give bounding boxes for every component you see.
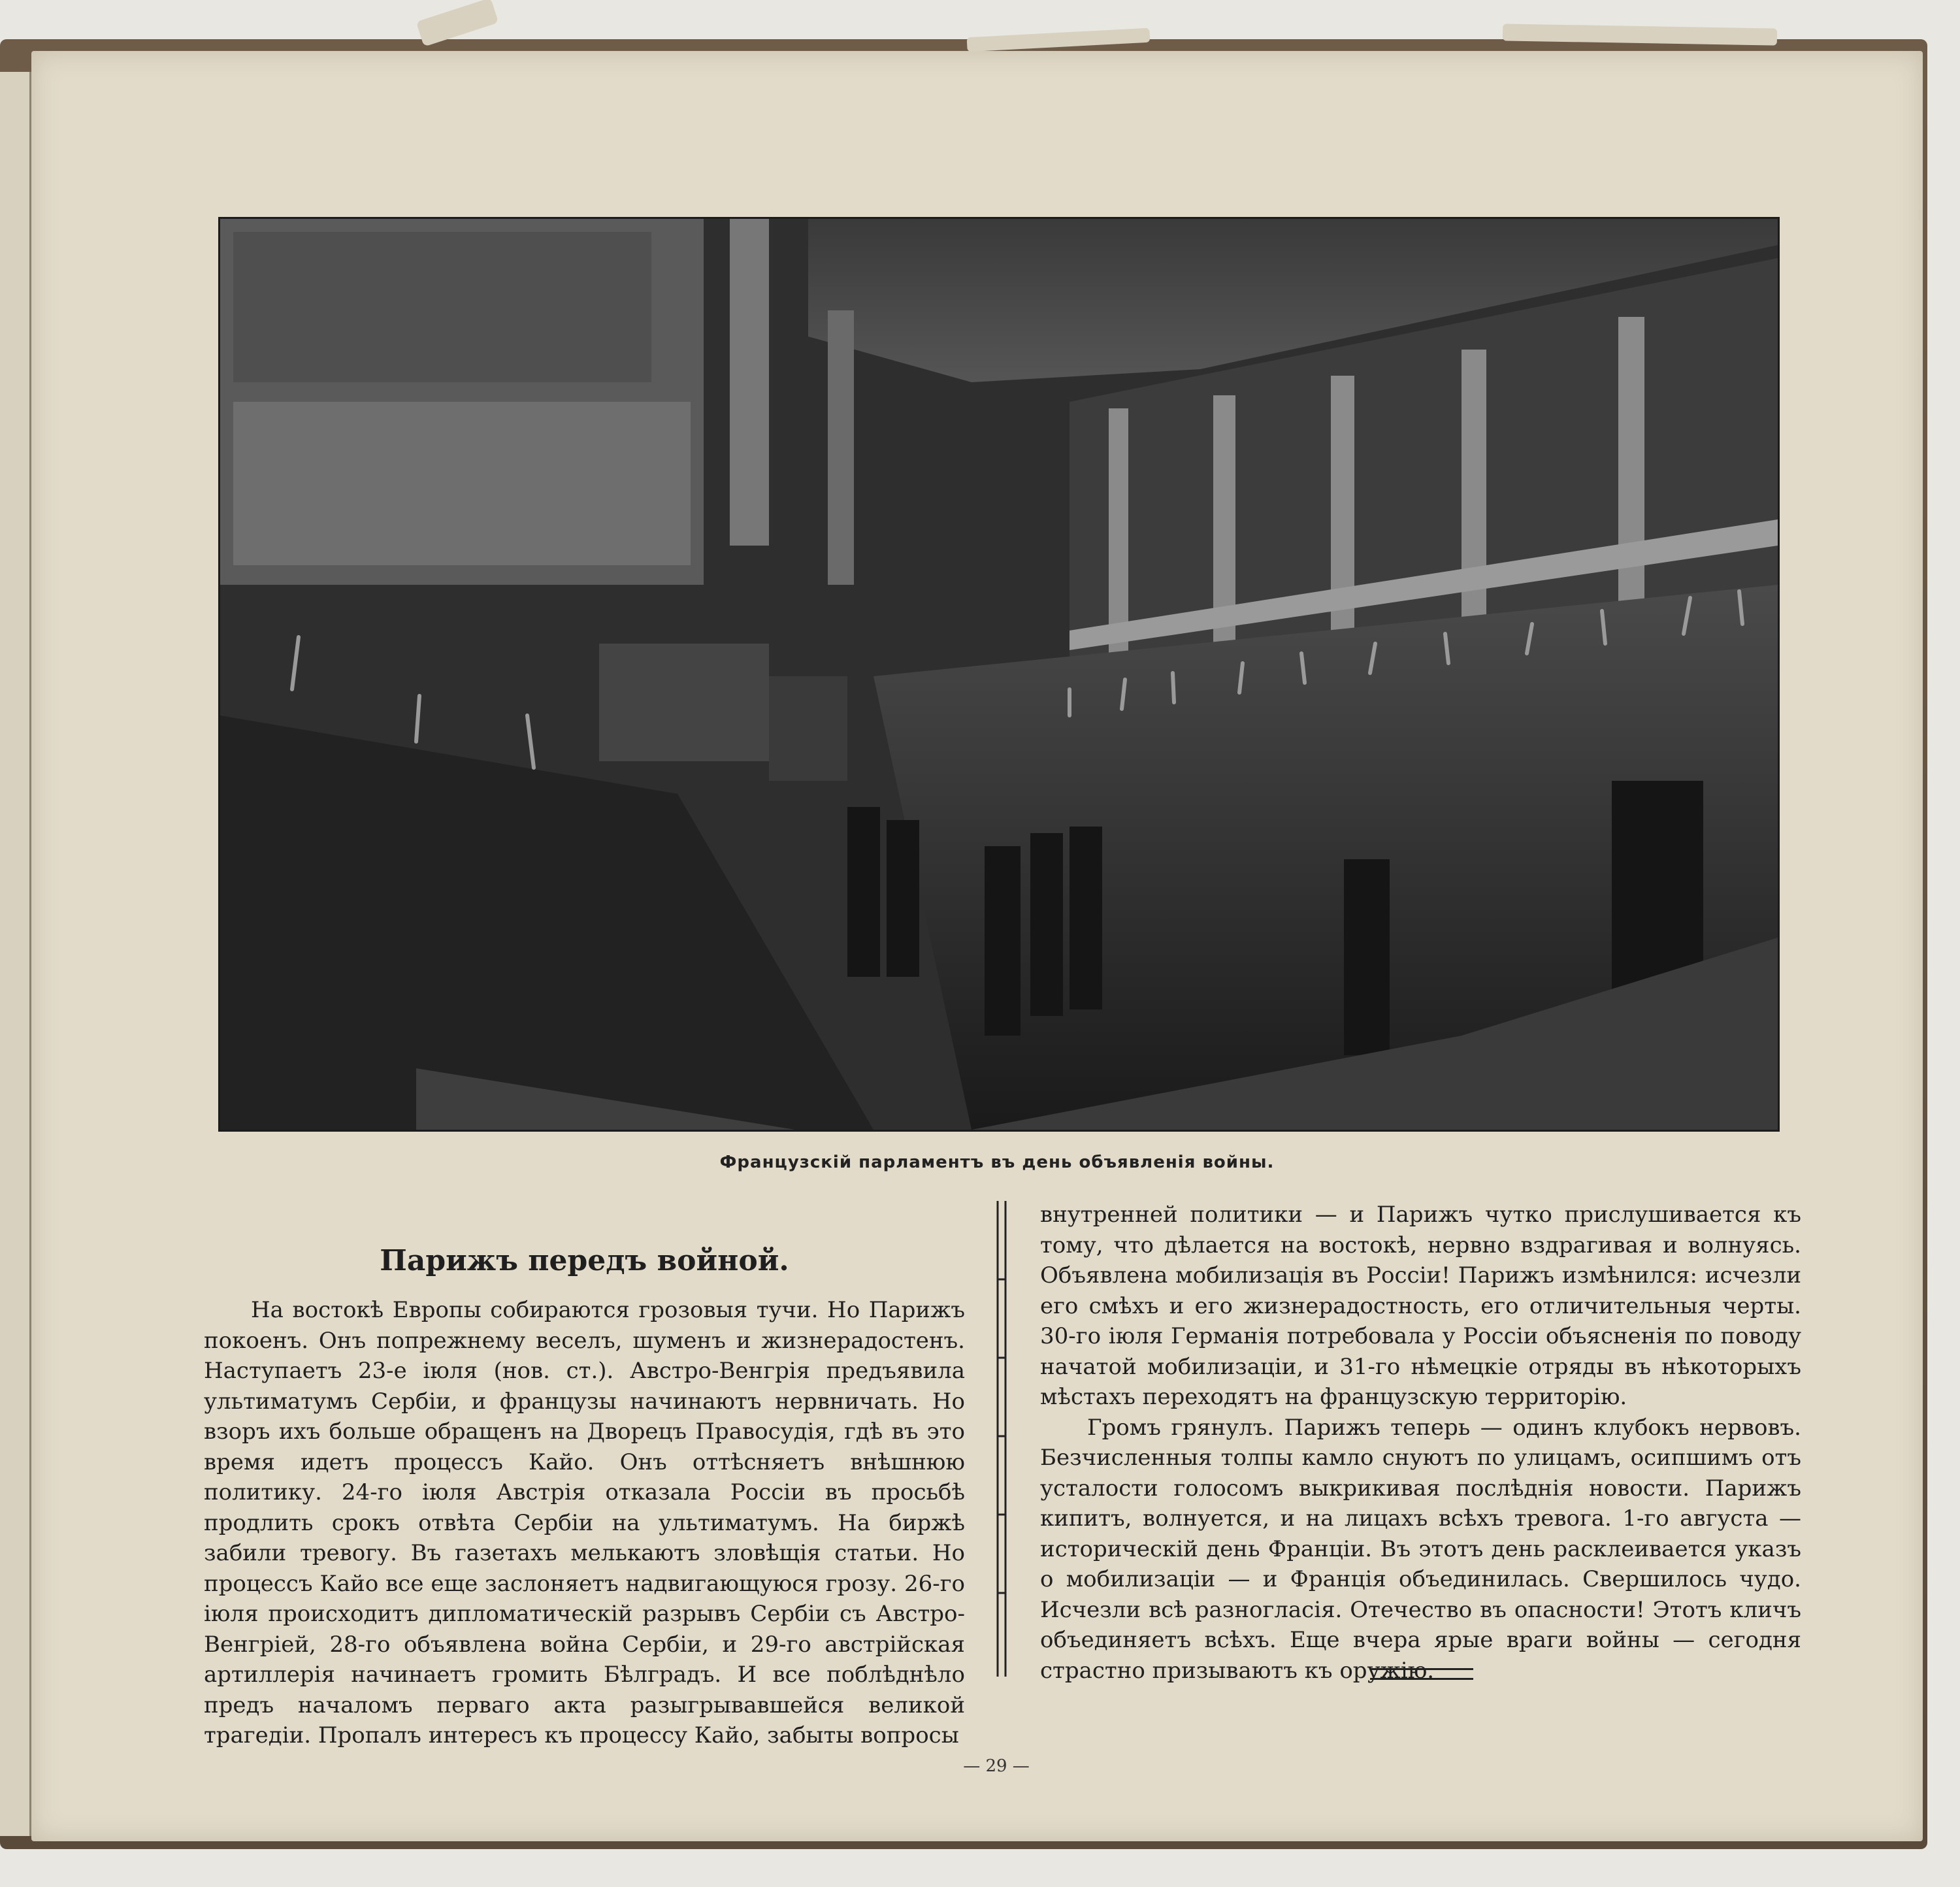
article-end-rule (1370, 1668, 1473, 1680)
illustration-caption: Французскій парламентъ въ день объявленія войны. (719, 1153, 1275, 1172)
text-column-left (204, 1241, 965, 1751)
text-column-right (1040, 1200, 1801, 1686)
parliament-illustration (218, 217, 1780, 1132)
article-paragraph: На востокѣ Европы собираются грозовыя тучи. Но Парижъ покоенъ. Онъ попрежнему веселъ, шуменъ и жизнерадостенъ. Наступаетъ 23-е іюля (нов. ст.). Австро-Венгрія предъявила ультиматумъ Сербіи, и французы начинаютъ нервничать. Но взоръ ихъ больше обращенъ на Дворецъ Правосудія, гдѣ въ это время идетъ процессъ Кайо. Онъ оттѣсняетъ внѣшнюю политику. 24-го іюля Австрія отказала Россіи въ просьбѣ продлить срокъ отвѣта Сербіи на ультиматумъ. На биржѣ забили тревогу. Въ газетахъ мелькаютъ зловѣщія статьи. Но процессъ Кайо все еще заслоняетъ надвигающуюся грозу. 26-го іюля происходитъ дипломатическій разрывъ Сербіи съ Австро-Венгріей, 28-го объявлена война Сербіи, и 29-го австрійская артиллерія начинаетъ громить Бѣлградъ. И все поблѣднѣло предъ началомъ перваго акта разыгрывавшейся великой трагедіи. Пропалъ интересъ къ процессу Кайо, забыты вопросы (204, 1297, 965, 1748)
left-page-edge (0, 72, 31, 1836)
page-number: — 29 — (963, 1756, 1030, 1776)
parliament-engraving-drawing (220, 219, 1778, 1130)
article-title: Парижъ передъ войной. (380, 1244, 789, 1277)
article-paragraph: Громъ грянулъ. Парижъ теперь — одинъ клубокъ нервовъ. Безчисленныя толпы камло снуютъ по улицамъ, осипшимъ отъ усталости голосомъ выкрикивая послѣднія новости. Парижъ кипитъ, волнуется, и на лицахъ всѣхъ тревога. 1-го августа — историческій день Франціи. Въ этотъ день расклеивается указъ о мобилизаціи — и Франція объединилась. Свершилось чудо. Исчезли всѣ разногласія. Отечество въ опасности! Этотъ кличъ объединяетъ всѣхъ. Еще вчера ярые враги войны — сегодня страстно призываютъ къ оружію. (1040, 1414, 1801, 1684)
article-paragraph: внутренней политики — и Парижъ чутко прислушивается къ тому, что дѣлается на востокѣ, нервно вздрагивая и волнуясь. Объявлена мобилизація въ Россіи! Парижъ измѣнился: исчезли его смѣхъ и его жизнерадостность, его отличительныя черты. 30-го іюля Германія потребовала у Россіи объясненія по поводу начатой мобилизаціи, и 31-го нѣмецкіе отряды въ нѣкоторыхъ мѣстахъ переходятъ на французскую территорію. (1040, 1202, 1801, 1410)
column-divider-ornament (994, 1201, 1009, 1677)
